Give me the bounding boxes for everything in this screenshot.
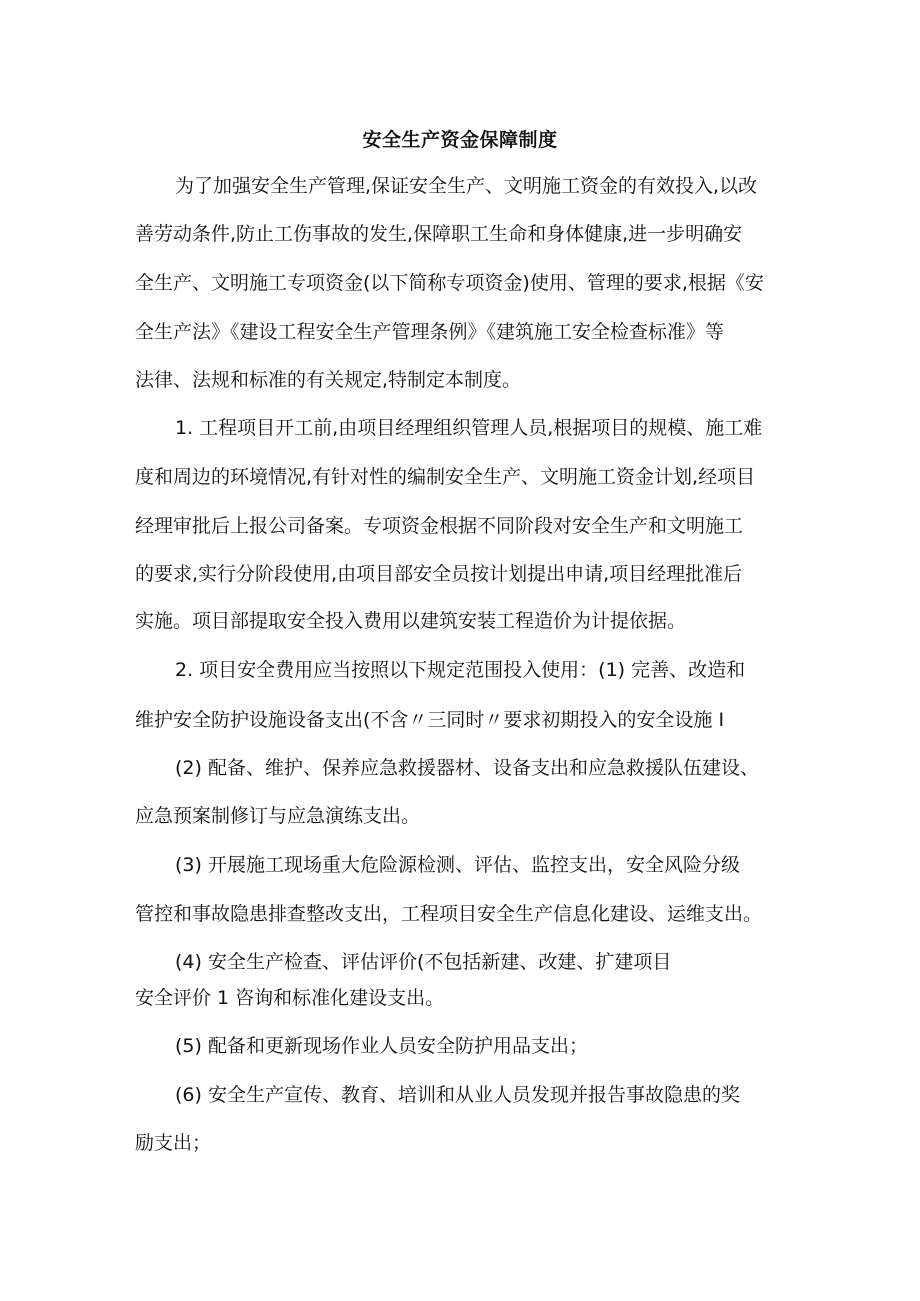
paragraph-subitem-6-line-2: 励支出； (135, 1132, 212, 1154)
paragraph-subitem-4-line-1: (4) 安全生产检查、评估评价(不包括新建、改建、扩建项目 (175, 951, 672, 973)
page-title: 安全生产资金保障制度 (362, 129, 558, 151)
paragraph-item-1-line-2: 度和周边的环境情况,有针对性的编制安全生产、文明施工资金计划,经项目 (135, 466, 756, 488)
paragraph-subitem-5: (5) 配备和更新现场作业人员安全防护用品支出； (175, 1035, 588, 1057)
paragraph-subitem-6-line-1: (6) 安全生产宣传、教育、培训和从业人员发现并报告事故隐患的奖 (175, 1084, 740, 1106)
paragraph-item-1-line-5: 实施。项目部提取安全投入费用以建筑安装工程造价为计提依据。 (135, 610, 687, 632)
paragraph-intro-line-4: 全生产法》《建设工程安全生产管理条例》《建筑施工安全检查标准》等 (135, 321, 725, 343)
paragraph-intro-line-2: 善劳动条件,防止工伤事故的发生,保障职工生命和身体健康,进一步明确安 (135, 223, 743, 245)
paragraph-subitem-4-line-2: 安全评价 1 咨询和标准化建设支出。 (135, 987, 445, 1009)
paragraph-item-2-line-2: 维护安全防护设施设备支出(不含〃三同时〃要求初期投入的安全设施 I (135, 709, 725, 731)
paragraph-subitem-3-line-1: (3) 开展施工现场重大危险源检测、评估、监控支出，安全风险分级 (175, 854, 740, 876)
paragraph-intro-line-1: 为了加强安全生产管理,保证安全生产、文明施工资金的有效投入,以改 (175, 175, 758, 197)
paragraph-item-2-line-1: 2. 项目安全费用应当按照以下规定范围投入使用：(1) 完善、改造和 (175, 659, 746, 681)
paragraph-item-1-line-1: 1. 工程项目开工前,由项目经理组织管理人员,根据项目的规模、施工难 (175, 417, 763, 439)
paragraph-subitem-2-line-1: (2) 配备、维护、保养应急救援器材、设备支出和应急救援队伍建设、 (175, 757, 759, 779)
paragraph-intro-line-3: 全生产、文明施工专项资金(以下简称专项资金)使用、管理的要求,根据《安 (135, 272, 764, 294)
paragraph-item-1-line-4: 的要求,实行分阶段使用,由项目部安全员按计划提出申请,项目经理批准后 (135, 563, 743, 585)
paragraph-intro-line-5: 法律、法规和标准的有关规定,特制定本制度。 (135, 369, 522, 391)
paragraph-subitem-3-line-2: 管控和事故隐患排查整改支出，工程项目安全生产信息化建设、运维支出。 (135, 903, 763, 925)
paragraph-item-1-line-3: 经理审批后上报公司备案。专项资金根据不同阶段对安全生产和文明施工 (135, 515, 744, 537)
paragraph-subitem-2-line-2: 应急预案制修订与应急演练支出。 (135, 805, 421, 827)
